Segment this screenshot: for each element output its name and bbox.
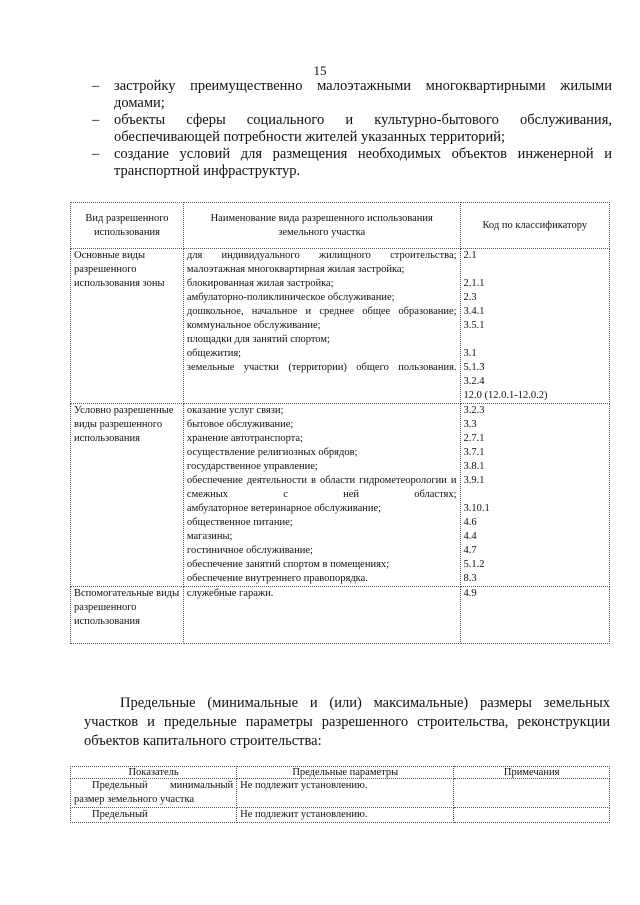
codes-cell	[460, 249, 609, 404]
table-header-row	[71, 203, 610, 249]
bullet-text: создание условий для размещения необходимых объектов инженерной и транспортной инфраструктур.	[114, 146, 612, 179]
use-names-cell	[183, 404, 460, 587]
use-names-cell	[183, 587, 460, 644]
use-code: 2.7.1	[463, 433, 485, 444]
use-kind-conditional: Условно разрешенные виды разрешенного использования	[71, 404, 184, 587]
note-cell	[454, 779, 610, 808]
use-name: магазины;	[186, 531, 233, 542]
bullet-item: – создание условий для размещения необходимых объектов инженерной и транспортной инфраструктур.	[92, 146, 612, 179]
use-kind-main: Основные виды разрешенного использования зоны	[71, 249, 184, 404]
use-code: 3.3	[463, 419, 477, 430]
bullet-item: – объекты сферы социального и культурно-бытового обслуживания, обеспечивающей потребности жителей указанных территорий;	[92, 112, 612, 145]
table-row	[71, 404, 610, 587]
use-code: 3.9.1	[463, 475, 485, 486]
table-row	[71, 249, 610, 404]
header-indicator: Показатель	[71, 767, 237, 779]
indicator-cell: Предельный	[71, 808, 237, 823]
header-notes: Примечания	[454, 767, 610, 779]
use-name: амбулаторное ветеринарное обслуживание;	[186, 503, 382, 514]
bullet-text: застройку преимущественно малоэтажными многоквартирными жилыми домами;	[114, 78, 612, 111]
use-name: обеспечение внутреннего правопорядка.	[186, 573, 368, 584]
use-name: площадки для занятий спортом;	[186, 334, 330, 345]
use-kind-auxiliary: Вспомогательные виды разрешенного использования	[71, 587, 184, 644]
use-name: малоэтажная многоквартирная жилая застройка;	[186, 264, 405, 275]
use-name: оказание услуг связи;	[186, 405, 284, 416]
use-code: 3.10.1	[463, 503, 490, 514]
use-name: государственное управление;	[186, 461, 318, 472]
use-name: для индивидуального жилищного строительства;	[186, 250, 457, 261]
table-header-row	[71, 767, 610, 779]
permitted-uses-table	[70, 202, 610, 644]
use-code: 4.4	[463, 531, 477, 542]
use-code: 4.6	[463, 517, 477, 528]
indicator-cell: Предельный минимальный размер земельного участка	[71, 779, 237, 808]
use-code: 5.1.3	[463, 362, 485, 373]
parameters-table	[70, 766, 610, 823]
use-code: 3.1	[463, 348, 477, 359]
use-name: дошкольное, начальное и среднее общее образование;	[186, 306, 457, 317]
use-name: коммунальное обслуживание;	[186, 320, 321, 331]
value-cell: Не подлежит установлению.	[237, 808, 454, 823]
use-code: 3.8.1	[463, 461, 485, 472]
use-name: хранение автотранспорта;	[186, 433, 303, 444]
table-row	[71, 808, 610, 823]
use-code: 3.5.1	[463, 320, 485, 331]
use-name: общежития;	[186, 348, 242, 359]
use-code: 2.1.1	[463, 278, 485, 289]
use-name: обеспечение занятий спортом в помещениях;	[186, 559, 390, 570]
use-code: 5.1.2	[463, 559, 485, 570]
codes-cell	[460, 587, 609, 644]
page-number: 15	[313, 63, 327, 78]
table-row	[71, 779, 610, 808]
use-code: 4.7	[463, 545, 477, 556]
header-parameters: Предельные параметры	[237, 767, 454, 779]
table-row	[71, 587, 610, 644]
use-code: 8.3	[463, 573, 477, 584]
use-name: земельные участки (территории) общего пользования.	[186, 362, 457, 373]
use-code: 2.1	[463, 250, 477, 261]
use-name: осуществление религиозных обрядов;	[186, 447, 358, 458]
use-code: 3.7.1	[463, 447, 485, 458]
header-code: Код по классификатору	[460, 203, 609, 249]
bullet-list	[92, 78, 612, 180]
use-name: бытовое обслуживание;	[186, 419, 294, 430]
use-name: служебные гаражи.	[186, 588, 274, 599]
bullet-item: – застройку преимущественно малоэтажными многоквартирными жилыми домами;	[92, 78, 612, 111]
bullet-text: объекты сферы социального и культурно-бытового обслуживания, обеспечивающей потребности жителей указанных территорий;	[114, 112, 612, 145]
value-cell: Не подлежит установлению.	[237, 779, 454, 808]
note-cell	[454, 808, 610, 823]
limits-paragraph: Предельные (минимальные и (или) максимальные) размеры земельных участков и предельные параметры разрешенного строительства, реконструкции объектов капитального строительства:	[84, 695, 610, 749]
use-code: 3.4.1	[463, 306, 485, 317]
use-name: общественное питание;	[186, 517, 293, 528]
use-code: 12.0 (12.0.1-12.0.2)	[463, 390, 548, 401]
use-name: обеспечение деятельности в области гидрометеорологии и смежных с ней областях;	[186, 475, 457, 500]
header-use-kind: Вид разрешенного использования	[71, 203, 184, 249]
use-names-cell	[183, 249, 460, 404]
use-name: блокированная жилая застройка;	[186, 278, 334, 289]
use-code: 3.2.4	[463, 376, 485, 387]
use-code: 2.3	[463, 292, 477, 303]
codes-cell	[460, 404, 609, 587]
use-name: амбулаторно-поликлиническое обслуживание;	[186, 292, 395, 303]
header-use-name: Наименование вида разрешенного использования земельного участка	[183, 203, 460, 249]
use-code: 4.9	[463, 588, 477, 599]
use-code: 3.2.3	[463, 405, 485, 416]
use-name: гостиничное обслуживание;	[186, 545, 313, 556]
